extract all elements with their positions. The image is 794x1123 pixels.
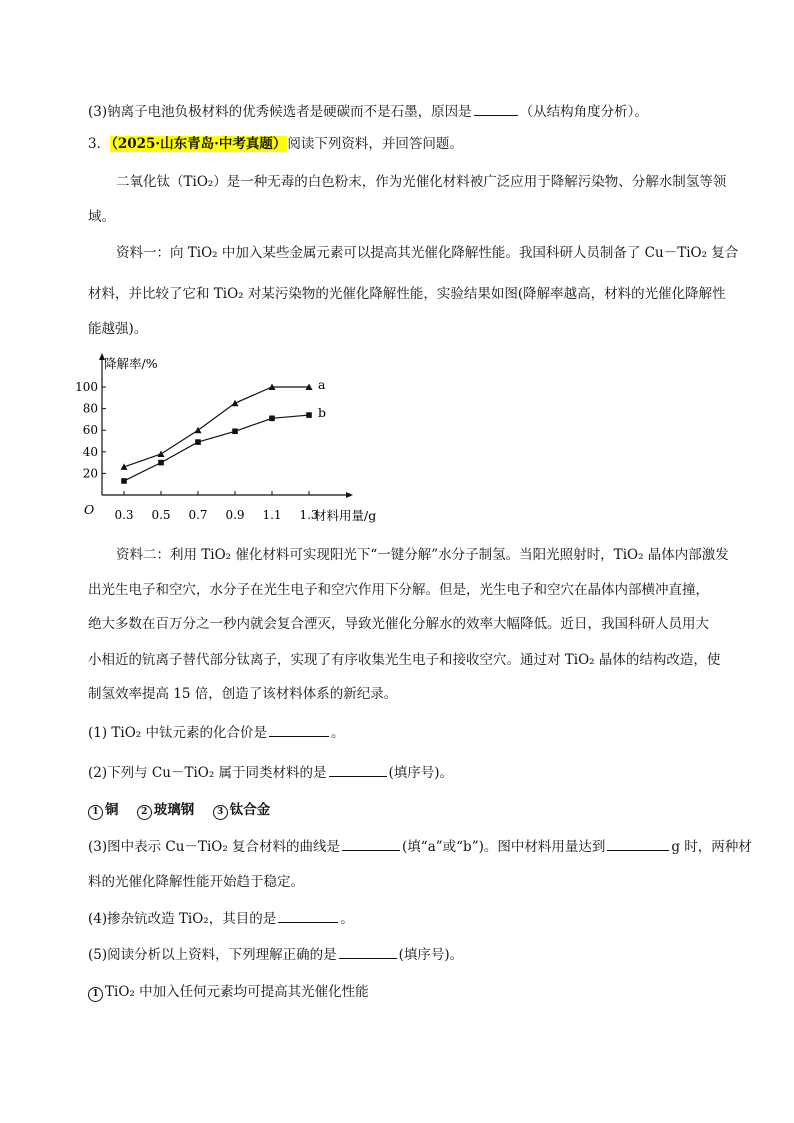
option-1-label: 铜	[105, 802, 119, 818]
option-2	[137, 802, 195, 818]
series-a-point	[158, 450, 165, 457]
series-b-point	[158, 460, 164, 466]
prev-question-text: (3)钠离子电池负极材料的优秀候选者是硬碳而不是石墨，原因是	[88, 104, 472, 120]
sub-question-5-tail: (填序号)。	[398, 947, 464, 963]
prev-question-3	[88, 101, 648, 122]
sub-question-3	[88, 836, 752, 857]
x-tick-label: 1.3	[299, 508, 319, 522]
option-5-1-number: 1	[88, 987, 103, 1002]
x-axis-label: 材料用量/g	[314, 508, 377, 523]
sub-question-3-text-b: (填“a”或“b”)。图中材料用量达到	[402, 839, 606, 855]
sub-question-2-text: (2)下列与 Cu－TiO₂ 属于同类材料的是	[88, 765, 327, 781]
material2-line-3: 绝大多数在百万分之一秒内就会复合湮灭，导致光催化分解水的效率大幅降低。近日，我国科研人员用大	[88, 616, 709, 632]
y-tick-label: 40	[82, 444, 98, 459]
sub-question-3-text-c: g 时，两种材	[671, 839, 752, 855]
x-axis-arrow	[346, 492, 353, 498]
option-5-1-label: TiO₂ 中加入任何元素均可提高其光催化性能	[105, 984, 369, 1000]
material2-line-5: 制氢效率提高 15 倍，创造了该材料体系的新纪录。	[88, 686, 398, 702]
series-b-point	[232, 428, 238, 434]
series-b-line	[124, 415, 309, 481]
sub-question-1	[88, 722, 345, 743]
series-a-line	[124, 387, 309, 467]
sub-question-4-tail: 。	[340, 911, 354, 927]
sub-question-4-text: (4)掺杂钪改造 TiO₂，其目的是	[88, 911, 277, 927]
option-3-number: 3	[213, 805, 228, 820]
degradation-chart	[75, 350, 388, 530]
prev-question-tail: （从结构角度分析）。	[519, 104, 648, 120]
sub-question-2-tail: (填序号)。	[388, 765, 454, 781]
option-3	[213, 802, 271, 818]
series-b-point	[269, 416, 275, 422]
material2-line-1: 资料二：利用 TiO₂ 催化材料可实现阳光下“一键分解”水分子制氢。当阳光照射时，TiO₂ 晶体内部激发	[116, 547, 729, 563]
option-3-label: 钛合金	[229, 802, 271, 818]
option-1	[88, 802, 119, 818]
sub-question-1-text: (1) TiO₂ 中钛元素的化合价是	[88, 725, 268, 741]
question-number: 3．	[88, 136, 111, 152]
question-prompt: 阅读下列资料，并回答问题。	[287, 136, 463, 152]
series-b-label: b	[318, 405, 327, 421]
option-2-number: 2	[137, 805, 152, 820]
answer-blank-3a[interactable]	[342, 836, 400, 851]
source-tag: （2025·山东青岛·中考真题）	[111, 136, 287, 152]
material2-line-4: 小相近的钪离子替代部分钛离子，实现了有序收集光生电子和接收空穴。通过对 TiO₂ 晶体的结构改造，使	[88, 652, 721, 668]
answer-blank-5[interactable]	[339, 944, 397, 959]
answer-blank-4[interactable]	[278, 908, 338, 923]
material1-line-1: 资料一：向 TiO₂ 中加入某些金属元素可以提高其光催化降解性能。我国科研人员制备了 Cu－TiO₂ 复合	[116, 245, 739, 261]
option-2-label: 玻璃钢	[153, 802, 195, 818]
series-a-label: a	[318, 377, 326, 392]
intro-line-1: 二氧化钛（TiO₂）是一种无毒的白色粉末，作为光催化材料被广泛应用于降解污染物、分解水制氢等领	[116, 174, 727, 190]
answer-blank-3b[interactable]	[607, 836, 669, 851]
sub-question-1-tail: 。	[331, 725, 345, 741]
series-b-point	[195, 439, 201, 445]
y-axis-label: 降解率/%	[104, 356, 158, 371]
x-tick-label: 0.3	[114, 508, 134, 522]
material1-line-2: 材料，并比较了它和 TiO₂ 对某污染物的光催化降解性能，实验结果如图(降解率越高，材料的光催化降解性	[88, 286, 726, 302]
x-tick-label: 1.1	[262, 508, 282, 522]
question-header	[88, 134, 463, 154]
answer-blank[interactable]	[474, 101, 518, 116]
sub-question-2	[88, 762, 453, 783]
x-tick-label: 0.5	[151, 508, 171, 522]
sub-question-5	[88, 944, 463, 965]
answer-blank-2[interactable]	[329, 762, 387, 777]
origin-label: O	[84, 502, 95, 517]
material2-line-2: 出光生电子和空穴，水分子在光生电子和空穴作用下分解。但是，光生电子和空穴在晶体内部横冲直撞，	[88, 582, 709, 598]
series-b-point	[306, 412, 312, 418]
sub-question-5-text: (5)阅读分析以上资料，下列理解正确的是	[88, 947, 337, 963]
y-tick-label: 60	[82, 423, 98, 438]
options-2	[88, 800, 284, 820]
series-a-point	[232, 400, 239, 407]
series-b-point	[121, 478, 127, 484]
x-tick-label: 0.7	[188, 508, 208, 522]
material1-line-3: 能越强)。	[88, 321, 148, 337]
answer-blank-1[interactable]	[269, 722, 329, 737]
y-tick-label: 100	[75, 380, 98, 394]
option-1-number: 1	[88, 805, 103, 820]
intro-line-2: 域。	[88, 209, 115, 225]
sub-question-3-text-a: (3)图中表示 Cu－TiO₂ 复合材料的曲线是	[88, 839, 341, 855]
sub-question-4	[88, 908, 354, 929]
sub-question-3-line-2: 料的光催化降解性能开始趋于稳定。	[88, 874, 304, 890]
y-tick-label: 20	[82, 466, 98, 481]
option-5-1	[88, 982, 369, 1002]
y-tick-label: 80	[82, 401, 98, 416]
x-tick-label: 0.9	[225, 508, 245, 522]
